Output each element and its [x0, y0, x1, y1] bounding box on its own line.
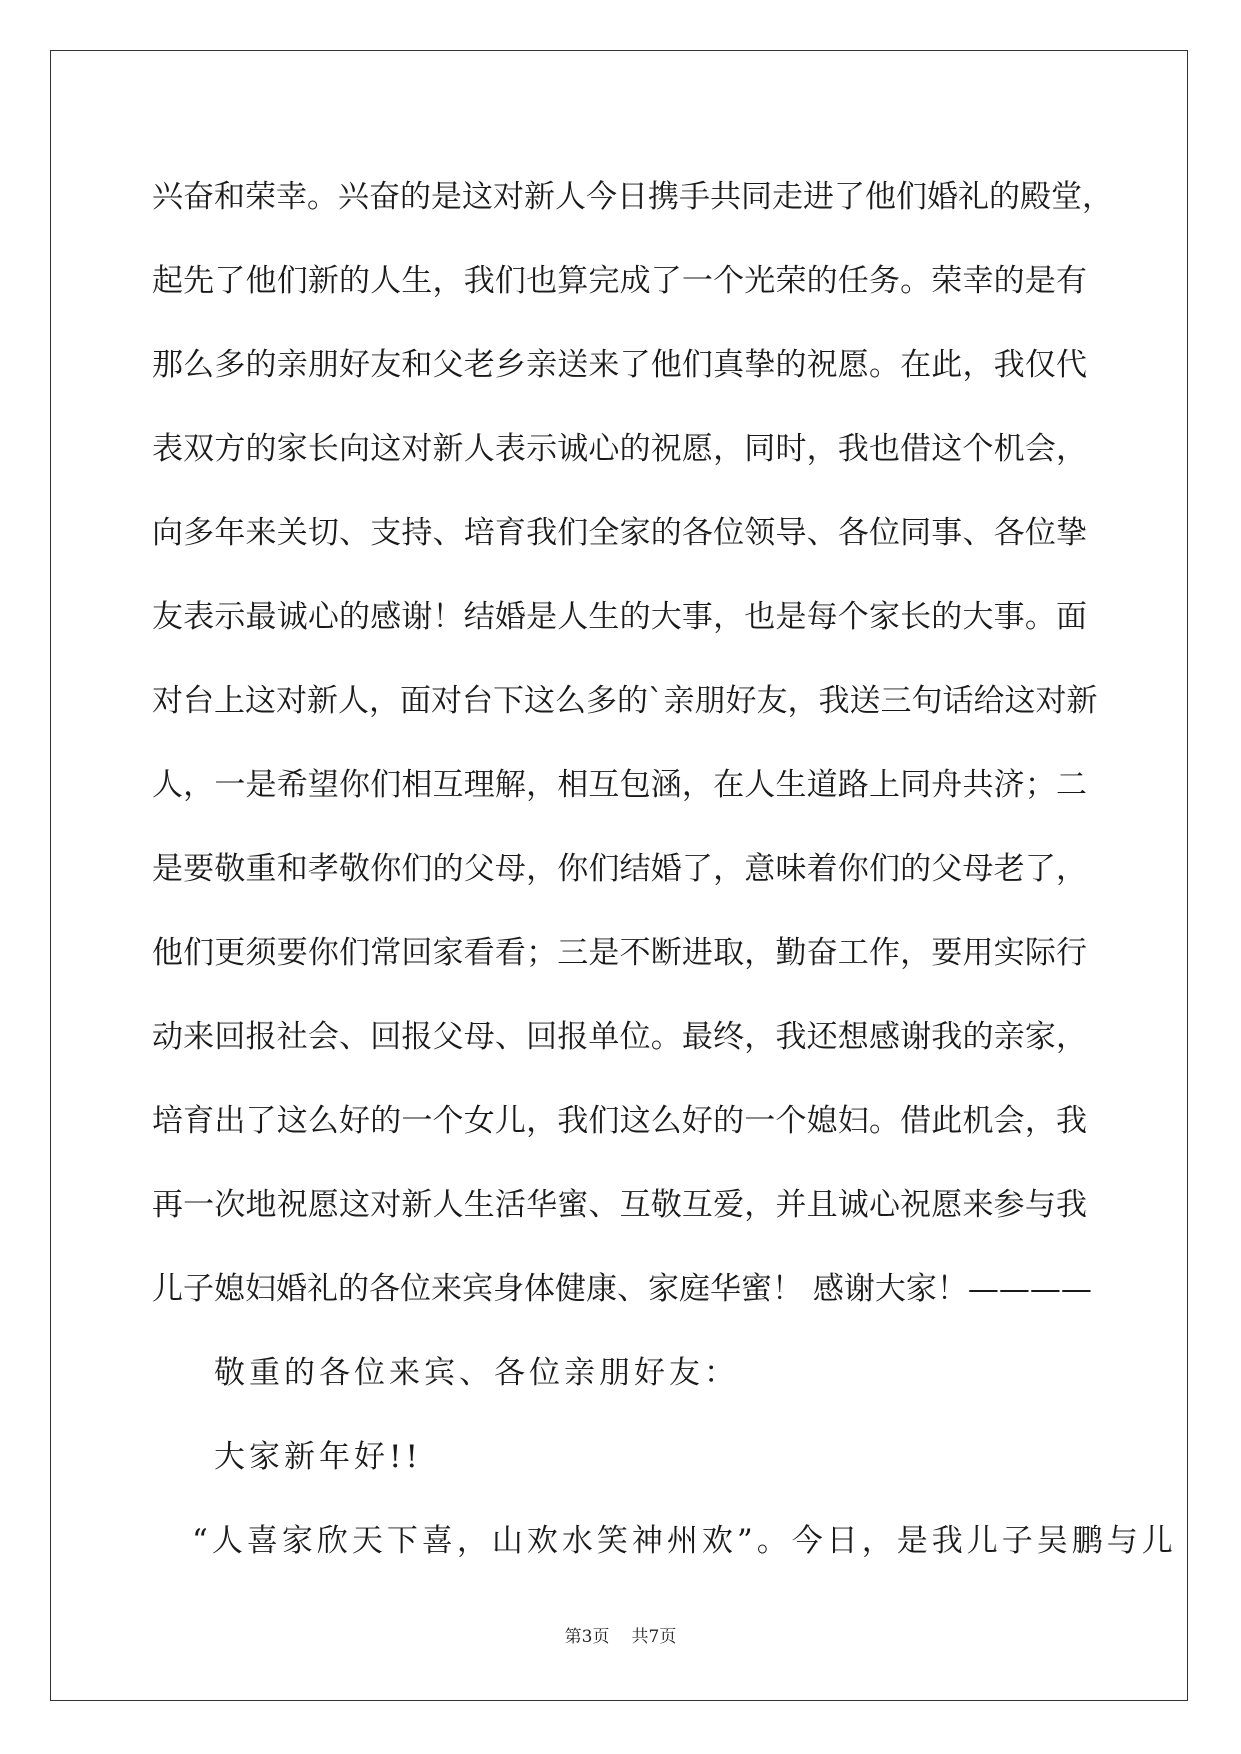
- salutation-line: 敬重的各位来宾、各位亲朋好友：: [214, 1355, 739, 1391]
- text-line: 培育出了这么好的一个女儿，我们这么好的一个媳妇。借此机会，我: [152, 1103, 1087, 1139]
- text-line: 起先了他们新的人生，我们也算完成了一个光荣的任务。荣幸的是有: [152, 263, 1087, 299]
- text-line: 友表示最诚心的感谢！结婚是人生的大事，也是每个家长的大事。面: [152, 599, 1087, 635]
- text-line: 是要敬重和孝敬你们的父母，你们结婚了，意味着你们的父母老了，: [152, 851, 1087, 887]
- page-number: 第3页: [564, 1627, 610, 1647]
- text-line: 再一次地祝愿这对新人生活华蜜、互敬互爱，并且诚心祝愿来参与我: [152, 1187, 1087, 1223]
- page-footer: [0, 1622, 1241, 1647]
- greeting-line: 大家新年好!!: [214, 1439, 422, 1475]
- text-line: 对台上这对新人，面对台下这么多的`亲朋好友，我送三句话给这对新: [152, 683, 1098, 719]
- paragraph-start-line: “人喜家欣天下喜，山欢水笑神州欢”。今日，是我儿子吴鹏与儿: [192, 1523, 1177, 1559]
- text-line: 兴奋和荣幸。兴奋的是这对新人今日携手共同走进了他们婚礼的殿堂，: [152, 179, 1113, 215]
- text-line: 儿子媳妇婚礼的各位来宾身体健康、家庭华蜜！ 感谢大家！————: [152, 1271, 1092, 1307]
- page-total: 共7页: [631, 1627, 677, 1647]
- text-line: 动来回报社会、回报父母、回报单位。最终，我还想感谢我的亲家，: [152, 1019, 1087, 1055]
- document-body: [152, 155, 1177, 1583]
- text-line: 那么多的亲朋好友和父老乡亲送来了他们真挚的祝愿。在此，我仅代: [152, 347, 1087, 383]
- text-line: 人，一是希望你们相互理解，相互包涵，在人生道路上同舟共济；二: [152, 767, 1087, 803]
- text-line: 向多年来关切、支持、培育我们全家的各位领导、各位同事、各位挚: [152, 515, 1087, 551]
- text-line: 表双方的家长向这对新人表示诚心的祝愿，同时，我也借这个机会，: [152, 431, 1087, 467]
- text-line: 他们更须要你们常回家看看；三是不断进取，勤奋工作，要用实际行: [152, 935, 1087, 971]
